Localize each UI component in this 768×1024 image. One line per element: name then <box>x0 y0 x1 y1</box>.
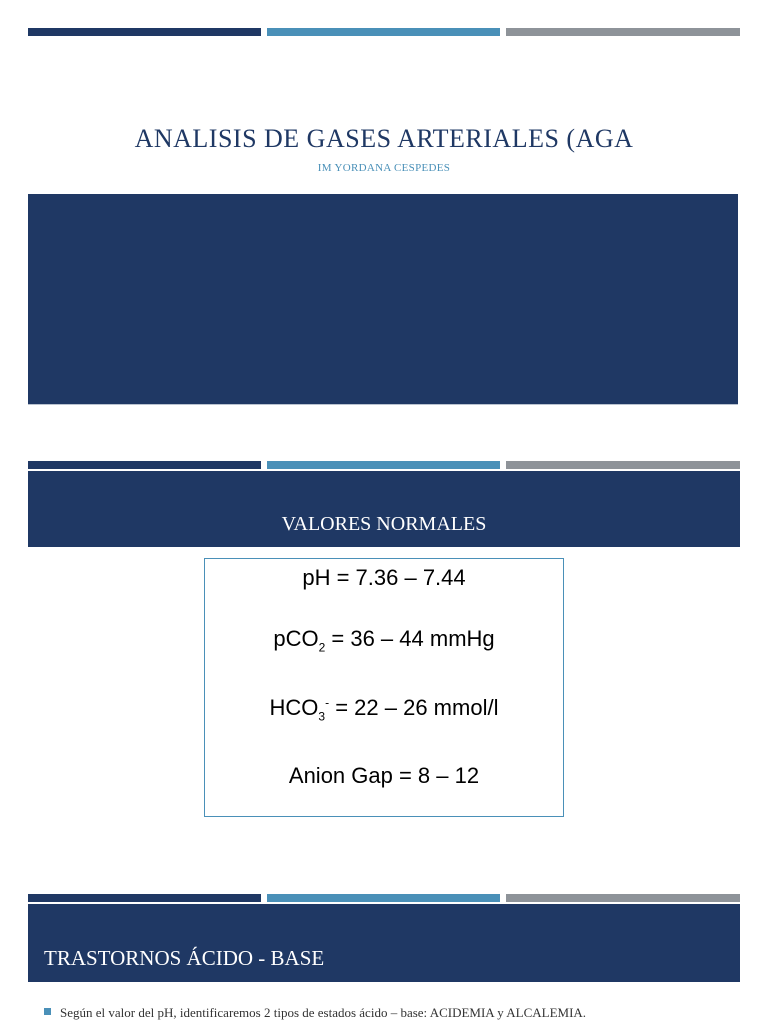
hco3-prefix: HCO <box>269 695 319 720</box>
anion-gap-value: Anion Gap = 8 – 12 <box>288 763 480 788</box>
accent-bar-gray <box>506 461 740 469</box>
hco3-subscript: 3 <box>318 709 326 724</box>
accent-bars-slide3 <box>28 894 740 902</box>
hco3-range: = 22 – 26 mmol/l <box>329 695 499 720</box>
slide2-header-band <box>28 471 740 547</box>
slide3-header-band <box>28 904 740 982</box>
slide2-heading: VALORES NORMALES <box>281 513 487 535</box>
pco2-subscript: 2 <box>318 640 326 655</box>
ph-value: pH = 7.36 – 7.44 <box>302 565 466 590</box>
slide3-bullet-text: Según el valor del pH, identificaremos 2 tipos de estados ácido – base: ACIDEMIA y ALCALEMIA. <box>60 1005 587 1020</box>
accent-bar-gray <box>506 894 740 902</box>
hco3-value <box>205 695 563 723</box>
accent-bar-blue <box>267 461 500 469</box>
slide1-title: ANALISIS DE GASES ARTERIALES (AGA <box>134 124 634 153</box>
accent-bars-slide2 <box>28 461 740 469</box>
accent-bar-navy <box>28 28 261 36</box>
pco2-prefix: pCO <box>273 626 319 651</box>
accent-bar-navy <box>28 461 261 469</box>
accent-bar-gray <box>506 28 740 36</box>
normal-values-box <box>204 558 564 817</box>
bullet-square-icon <box>44 1008 51 1015</box>
slide1-subtitle: IM YORDANA CESPEDES <box>317 162 451 174</box>
slide1-panel <box>28 194 738 405</box>
accent-bar-blue <box>267 28 500 36</box>
slide3-bullet <box>44 1005 744 1021</box>
pco2-value <box>205 626 563 654</box>
accent-bars-slide1 <box>28 28 740 36</box>
slide3-heading: TRASTORNOS ÁCIDO - BASE <box>44 946 325 970</box>
hco3-superscript: - <box>325 695 330 710</box>
accent-bar-blue <box>267 894 500 902</box>
pco2-range: = 36 – 44 mmHg <box>325 626 495 651</box>
accent-bar-navy <box>28 894 261 902</box>
